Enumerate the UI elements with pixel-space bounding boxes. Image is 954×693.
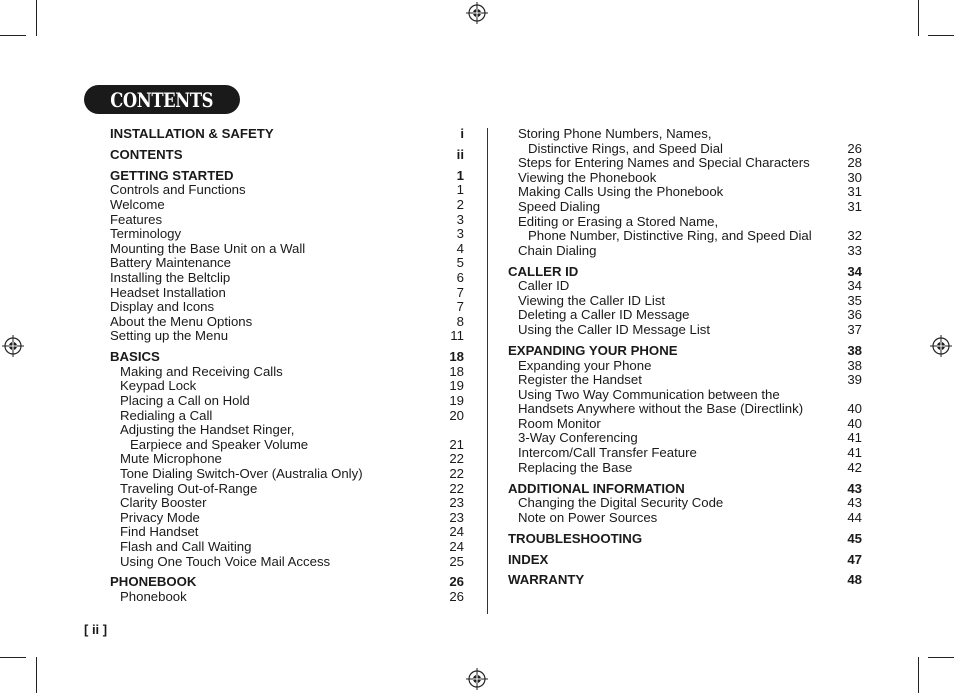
toc-entry-title: PHONEBOOK: [110, 574, 197, 590]
toc-page-number: [858, 215, 862, 230]
crop-mark: [36, 0, 37, 36]
toc-page-number: 47: [847, 551, 862, 567]
toc-page-number: 22: [449, 451, 464, 467]
toc-column-right: [508, 127, 862, 594]
toc-page-number: 30: [847, 169, 862, 185]
toc-entry[interactable]: [508, 461, 862, 476]
toc-entry-title: Steps for Entering Names and Special Characters: [518, 155, 810, 171]
toc-entry-title: GETTING STARTED: [110, 167, 234, 183]
toc-section: [110, 127, 464, 142]
toc-entry-title: Headset Installation: [110, 284, 226, 300]
toc-page-number: [858, 127, 862, 142]
toc-entry[interactable]: [110, 409, 464, 424]
toc-page-number: i: [460, 126, 464, 141]
toc-entry[interactable]: [110, 482, 464, 497]
toc-entry-title: Mute Microphone: [120, 451, 222, 467]
toc-page-number: 19: [449, 392, 464, 408]
toc-entry-title: INDEX: [508, 551, 549, 567]
toc-page-number: 31: [847, 198, 862, 214]
toc-section: [508, 265, 862, 338]
toc-entry[interactable]: [110, 394, 464, 409]
toc-entry-title: Speed Dialing: [518, 198, 601, 214]
toc-page-number: 2: [456, 196, 464, 212]
toc-entry-title: Making Calls Using the Phonebook: [518, 184, 724, 200]
toc-entry[interactable]: [508, 244, 862, 259]
toc-page-number: 34: [847, 263, 862, 279]
toc-heading[interactable]: [508, 482, 862, 497]
toc-page-number: 22: [449, 465, 464, 481]
toc-entry[interactable]: [508, 185, 862, 200]
crop-mark: [918, 0, 919, 36]
toc-entry-title: Adjusting the Handset Ringer,: [120, 422, 295, 438]
toc-page-number: 40: [847, 401, 862, 417]
toc-entry[interactable]: [110, 242, 464, 257]
toc-page-number: 32: [847, 228, 862, 244]
toc-entry-title: Expanding your Phone: [518, 357, 652, 373]
toc-entry-title: Flash and Call Waiting: [120, 538, 252, 554]
toc-entry-title: Find Handset: [120, 524, 199, 540]
toc-page-number: 24: [449, 524, 464, 540]
toc-entry[interactable]: [110, 183, 464, 198]
toc-entry[interactable]: [110, 256, 464, 271]
toc-entry-title: Using Two Way Communication between the: [518, 386, 780, 402]
toc-entry-title: Redialing a Call: [120, 407, 213, 423]
toc-page-number: 41: [847, 445, 862, 461]
toc-entry[interactable]: [110, 198, 464, 213]
toc-page-number: 26: [449, 589, 464, 604]
toc-entry[interactable]: [508, 229, 862, 244]
toc-section: [110, 148, 464, 163]
toc-entry-title: Controls and Functions: [110, 182, 246, 198]
toc-page-number: 36: [847, 307, 862, 323]
toc-entry-title: Clarity Booster: [120, 495, 207, 511]
toc-entry[interactable]: [110, 286, 464, 301]
toc-section: [508, 482, 862, 526]
toc-heading[interactable]: [508, 265, 862, 280]
toc-entry[interactable]: [508, 446, 862, 461]
toc-entry[interactable]: [110, 329, 464, 344]
toc-entry-title: Placing a Call on Hold: [120, 392, 250, 408]
toc-entry-title: Register the Handset: [518, 372, 642, 388]
toc-page-number: 11: [450, 328, 464, 344]
toc-page-number: 23: [449, 509, 464, 525]
toc-heading[interactable]: [508, 573, 862, 588]
toc-entry[interactable]: [508, 496, 862, 511]
toc-entry-title: Welcome: [110, 196, 165, 212]
toc-entry-title: Display and Icons: [110, 299, 215, 315]
toc-entry[interactable]: [508, 200, 862, 215]
toc-entry-title: Room Monitor: [518, 415, 601, 431]
toc-page-number: 1: [456, 182, 464, 198]
toc-heading[interactable]: [110, 148, 464, 163]
toc-entry-title: Making and Receiving Calls: [120, 363, 283, 379]
toc-entry-title: Terminology: [110, 226, 182, 242]
toc-page-number: 33: [847, 242, 862, 258]
crop-mark: [0, 35, 26, 36]
toc-page-number: 41: [847, 430, 862, 446]
toc-entry[interactable]: [110, 540, 464, 555]
toc-column-left: [110, 127, 464, 611]
toc-entry-title: CONTENTS: [110, 146, 183, 162]
toc-entry-title: Viewing the Phonebook: [518, 169, 657, 185]
toc-entry[interactable]: [508, 171, 862, 186]
toc-page-number: 5: [456, 255, 464, 271]
registration-mark-icon: [930, 335, 952, 357]
toc-entry-title: Earpiece and Speaker Volume: [130, 436, 309, 452]
toc-entry[interactable]: [110, 300, 464, 315]
toc-entry-title: Caller ID: [518, 278, 570, 294]
toc-page-number: 44: [847, 509, 862, 525]
toc-entry[interactable]: [110, 438, 464, 453]
toc-entry-title: Handsets Anywhere without the Base (Directlink): [518, 401, 804, 417]
toc-entry-title: Editing or Erasing a Stored Name,: [518, 213, 719, 229]
toc-page-number: 42: [847, 459, 862, 475]
toc-entry-title: CALLER ID: [508, 263, 579, 279]
toc-entry[interactable]: [110, 423, 464, 438]
toc-entry[interactable]: [110, 525, 464, 540]
toc-page-number: 43: [847, 495, 862, 511]
page-title: CONTENTS: [110, 87, 214, 112]
toc-entry[interactable]: [110, 452, 464, 467]
toc-page-number: 45: [847, 530, 862, 546]
toc-page-number: 3: [456, 211, 464, 227]
toc-entry[interactable]: [508, 373, 862, 388]
toc-page-number: 37: [847, 322, 862, 338]
toc-entry[interactable]: [110, 555, 464, 570]
toc-heading[interactable]: [110, 127, 464, 142]
crop-mark: [36, 657, 37, 693]
toc-entry-title: Distinctive Rings, and Speed Dial: [528, 140, 723, 156]
toc-entry-title: Mounting the Base Unit on a Wall: [110, 240, 306, 256]
toc-heading[interactable]: [110, 350, 464, 365]
toc-entry-title: 3-Way Conferencing: [518, 430, 638, 446]
toc-page-number: 34: [847, 278, 862, 294]
toc-page-number: 23: [449, 495, 464, 511]
crop-mark: [918, 657, 919, 693]
toc-entry[interactable]: [508, 156, 862, 171]
toc-page-number: 4: [456, 240, 464, 256]
toc-entry-title: Replacing the Base: [518, 459, 633, 475]
registration-mark-icon: [466, 2, 488, 24]
page-number: [ ii ]: [84, 622, 108, 637]
toc-entry[interactable]: [508, 142, 862, 157]
toc-page-number: 6: [456, 269, 464, 285]
toc-heading[interactable]: [508, 532, 862, 547]
toc-entry[interactable]: [508, 323, 862, 338]
toc-section: [508, 553, 862, 568]
toc-entry[interactable]: [508, 294, 862, 309]
toc-page-number: 35: [847, 292, 862, 308]
toc-entry[interactable]: [508, 127, 862, 142]
toc-page-number: 25: [449, 553, 464, 569]
toc-entry-title: Privacy Mode: [120, 509, 200, 525]
toc-section: [508, 344, 862, 475]
toc-entry-title: Keypad Lock: [120, 378, 197, 394]
toc-heading[interactable]: [110, 575, 464, 590]
toc-section: [508, 532, 862, 547]
toc-page-number: 20: [449, 407, 464, 423]
toc-entry-title: Using the Caller ID Message List: [518, 322, 711, 338]
toc-entry[interactable]: [110, 467, 464, 482]
toc-page-number: 48: [847, 572, 862, 588]
toc-entry[interactable]: [508, 215, 862, 230]
column-divider: [487, 128, 488, 614]
toc-page-number: 7: [456, 299, 464, 315]
toc-entry-title: TROUBLESHOOTING: [508, 530, 643, 546]
toc-entry-title: Note on Power Sources: [518, 509, 658, 525]
toc-page-number: 26: [449, 574, 464, 590]
toc-entry-title: ADDITIONAL INFORMATION: [508, 480, 685, 496]
toc-entry-title: INSTALLATION & SAFETY: [110, 126, 274, 141]
toc-entry-title: EXPANDING YOUR PHONE: [508, 342, 678, 358]
toc-entry-title: Intercom/Call Transfer Feature: [518, 445, 697, 461]
crop-mark: [928, 657, 954, 658]
toc-entry[interactable]: [110, 213, 464, 228]
contents-banner: [84, 85, 240, 114]
toc-entry[interactable]: [508, 431, 862, 446]
toc-page-number: 7: [456, 284, 464, 300]
toc-section: [110, 575, 464, 604]
toc-page-number: 22: [449, 480, 464, 496]
toc-entry[interactable]: [110, 271, 464, 286]
toc-entry[interactable]: [110, 590, 464, 605]
toc-entry[interactable]: [508, 511, 862, 526]
toc-page-number: 26: [847, 140, 862, 156]
toc-entry-title: Using One Touch Voice Mail Access: [120, 553, 331, 569]
toc-page-number: 3: [456, 226, 464, 242]
toc-entry-title: Deleting a Caller ID Message: [518, 307, 690, 323]
toc-heading[interactable]: [508, 344, 862, 359]
toc-entry[interactable]: [508, 308, 862, 323]
registration-mark-icon: [466, 668, 488, 690]
toc-section: [110, 169, 464, 344]
toc-entry[interactable]: [508, 388, 862, 403]
toc-heading[interactable]: [508, 553, 862, 568]
toc-page-number: 1: [456, 167, 464, 183]
toc-page-number: 40: [847, 415, 862, 431]
toc-entry-title: Storing Phone Numbers, Names,: [518, 126, 712, 141]
toc-entry-title: BASICS: [110, 349, 160, 365]
toc-entry-title: About the Menu Options: [110, 313, 253, 329]
toc-page-number: 24: [449, 538, 464, 554]
toc-section: [508, 127, 862, 258]
toc-entry-title: Viewing the Caller ID List: [518, 292, 666, 308]
toc-page-number: [858, 388, 862, 403]
toc-entry[interactable]: [508, 417, 862, 432]
toc-entry[interactable]: [110, 511, 464, 526]
toc-entry-title: Phone Number, Distinctive Ring, and Speed Dial: [528, 228, 812, 244]
toc-entry[interactable]: [508, 359, 862, 374]
crop-mark: [0, 657, 26, 658]
toc-entry[interactable]: [110, 365, 464, 380]
toc-entry[interactable]: [110, 315, 464, 330]
toc-entry-title: Phonebook: [120, 589, 187, 604]
toc-entry-title: Chain Dialing: [518, 242, 597, 258]
toc-page-number: 19: [449, 378, 464, 394]
toc-entry-title: Setting up the Menu: [110, 328, 229, 344]
toc-page-number: 39: [847, 372, 862, 388]
toc-page-number: 38: [847, 342, 862, 358]
toc-page-number: 21: [449, 436, 464, 452]
toc-page-number: 43: [847, 480, 862, 496]
toc-section: [110, 350, 464, 569]
toc-section: [508, 573, 862, 588]
toc-page-number: 18: [449, 363, 464, 379]
toc-page-number: 38: [847, 357, 862, 373]
toc-page-number: 8: [456, 313, 464, 329]
toc-page-number: [460, 423, 464, 438]
toc-entry-title: WARRANTY: [508, 572, 585, 588]
toc-page-number: 28: [847, 155, 862, 171]
toc-entry[interactable]: [508, 279, 862, 294]
toc-page-number: 18: [449, 349, 464, 365]
toc-entry[interactable]: [508, 402, 862, 417]
toc-entry[interactable]: [110, 227, 464, 242]
toc-entry-title: Traveling Out-of-Range: [120, 480, 258, 496]
toc-page-number: ii: [456, 146, 464, 162]
crop-mark: [928, 35, 954, 36]
registration-mark-icon: [2, 335, 24, 357]
toc-heading[interactable]: [110, 169, 464, 184]
toc-entry-title: Features: [110, 211, 163, 227]
toc-entry-title: Installing the Beltclip: [110, 269, 231, 285]
toc-entry-title: Changing the Digital Security Code: [518, 495, 724, 511]
toc-page-number: 31: [847, 184, 862, 200]
toc-entry[interactable]: [110, 496, 464, 511]
toc-entry-title: Tone Dialing Switch-Over (Australia Only): [120, 465, 363, 481]
toc-entry-title: Battery Maintenance: [110, 255, 231, 271]
toc-entry[interactable]: [110, 379, 464, 394]
